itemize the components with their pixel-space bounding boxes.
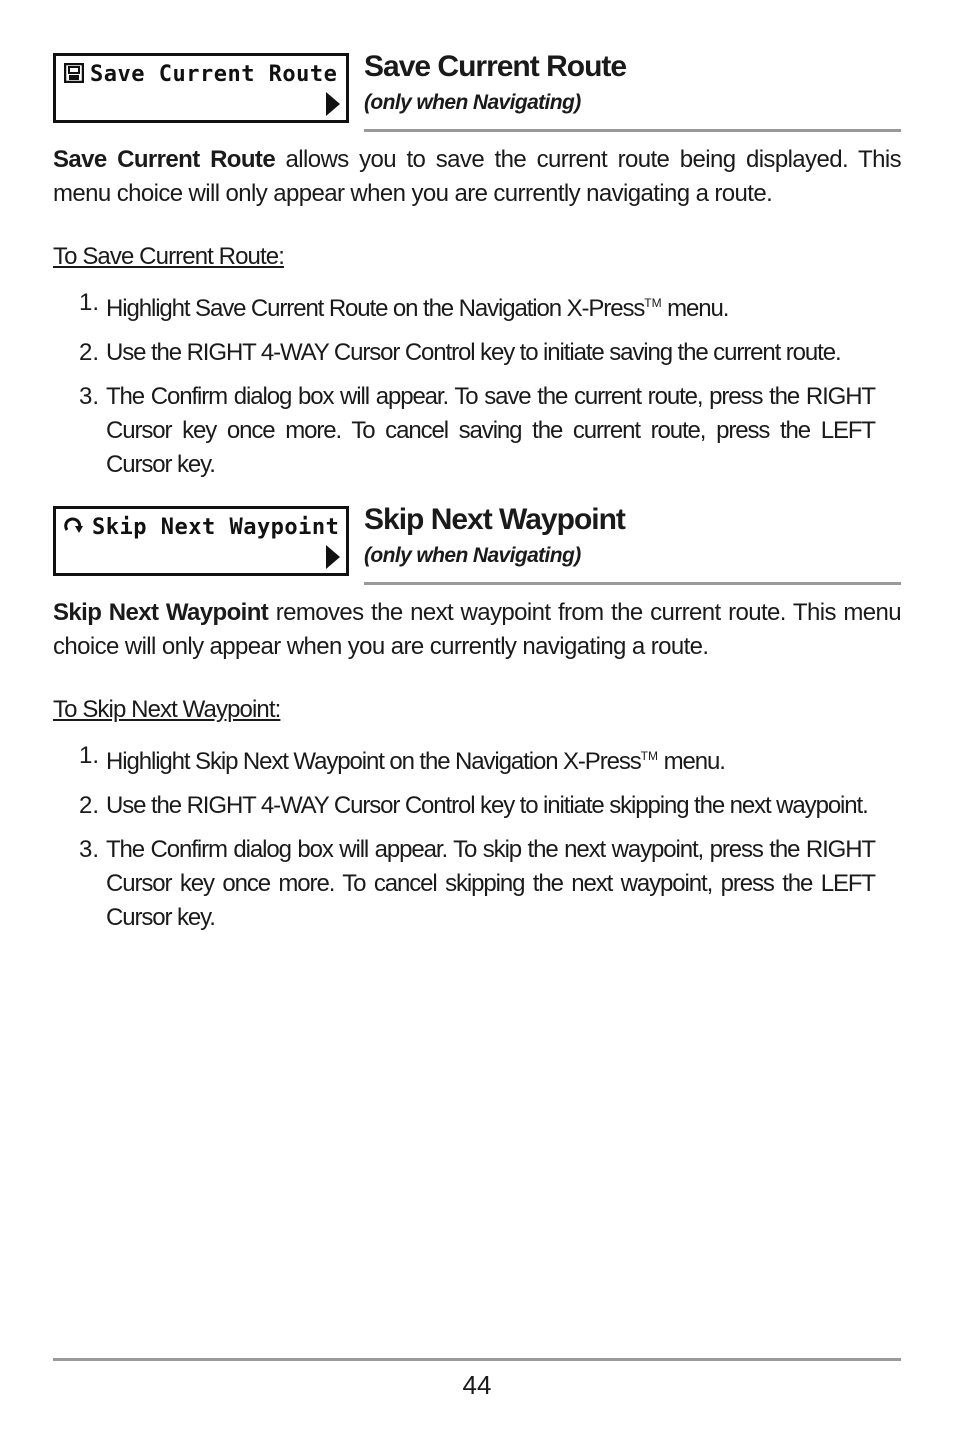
section-description	[53, 596, 901, 664]
step-number: 1.	[79, 742, 100, 769]
section-header	[53, 503, 901, 587]
step-number: 3.	[79, 836, 100, 863]
step-text: Use the RIGHT 4-WAY Cursor Control key to initiate saving the current route.	[106, 339, 841, 366]
procedure-steps	[53, 739, 875, 935]
step-text: The Confirm dialog box will appear. To skip the next waypoint, press the RIGHT Cursor key once more. To cancel skipping the next waypoint, press the LEFT Cursor key.	[106, 836, 875, 931]
section-header	[53, 50, 901, 134]
description-bold: Skip Next Waypoint	[53, 599, 269, 626]
section-skip-next-waypoint	[53, 503, 901, 945]
step-number: 2.	[79, 339, 100, 366]
procedure-title: To Save Current Route:	[53, 243, 284, 270]
triangle-right-icon	[326, 92, 340, 116]
step-item	[53, 739, 875, 779]
menu-item-label: Skip Next Waypoint	[92, 515, 340, 540]
section-subtitle: (only when Navigating)	[364, 544, 581, 567]
heading-rule	[364, 129, 901, 132]
step-item	[53, 833, 875, 935]
menu-item-label: Save Current Route	[90, 62, 338, 87]
step-item	[53, 789, 875, 823]
section-title: Skip Next Waypoint	[364, 503, 625, 536]
section-description	[53, 143, 901, 211]
procedure-title: To Skip Next Waypoint:	[53, 696, 281, 723]
procedure-steps	[53, 286, 875, 482]
heading-rule	[364, 582, 901, 585]
skip-waypoint-icon	[64, 516, 86, 542]
step-number: 3.	[79, 383, 100, 410]
footer-rule	[53, 1358, 901, 1361]
heading-block	[364, 503, 901, 569]
heading-block	[364, 50, 901, 116]
menu-item-label-wrap	[64, 62, 337, 89]
menu-item-label-wrap	[64, 515, 339, 542]
step-text: Highlight Skip Next Waypoint on the Navigation X-Press	[106, 748, 641, 775]
section-save-current-route	[53, 50, 901, 492]
description-text: allows you to save the current route being displayed. This menu choice will only appear when you are currently navigating a route.	[53, 146, 901, 207]
description-bold: Save Current Route	[53, 146, 276, 173]
menu-item-skip-next-waypoint	[53, 506, 349, 576]
step-number: 2.	[79, 792, 100, 819]
trademark-mark: TM	[640, 749, 658, 763]
step-number: 1.	[79, 289, 100, 316]
menu-item-save-current-route	[53, 53, 349, 123]
step-text: The Confirm dialog box will appear. To save the current route, press the RIGHT Cursor key once more. To cancel saving the current route, press the LEFT Cursor key.	[106, 383, 875, 478]
triangle-right-icon	[326, 545, 340, 569]
step-text-end: menu.	[658, 748, 725, 775]
step-item	[53, 380, 875, 482]
step-item	[53, 286, 875, 326]
step-text-end: menu.	[661, 295, 729, 322]
section-title: Save Current Route	[364, 50, 627, 83]
description-text: removes the next waypoint from the current route. This menu choice will only appear when you are currently navigating a route.	[53, 599, 902, 660]
step-item	[53, 336, 875, 370]
step-text: Use the RIGHT 4-WAY Cursor Control key to initiate skipping the next waypoint.	[106, 792, 868, 819]
page-number: 44	[462, 1370, 492, 1400]
trademark-mark: TM	[644, 296, 662, 310]
save-icon	[64, 63, 84, 89]
step-text: Highlight Save Current Route on the Navigation X-Press	[106, 295, 645, 322]
section-subtitle: (only when Navigating)	[364, 91, 581, 114]
